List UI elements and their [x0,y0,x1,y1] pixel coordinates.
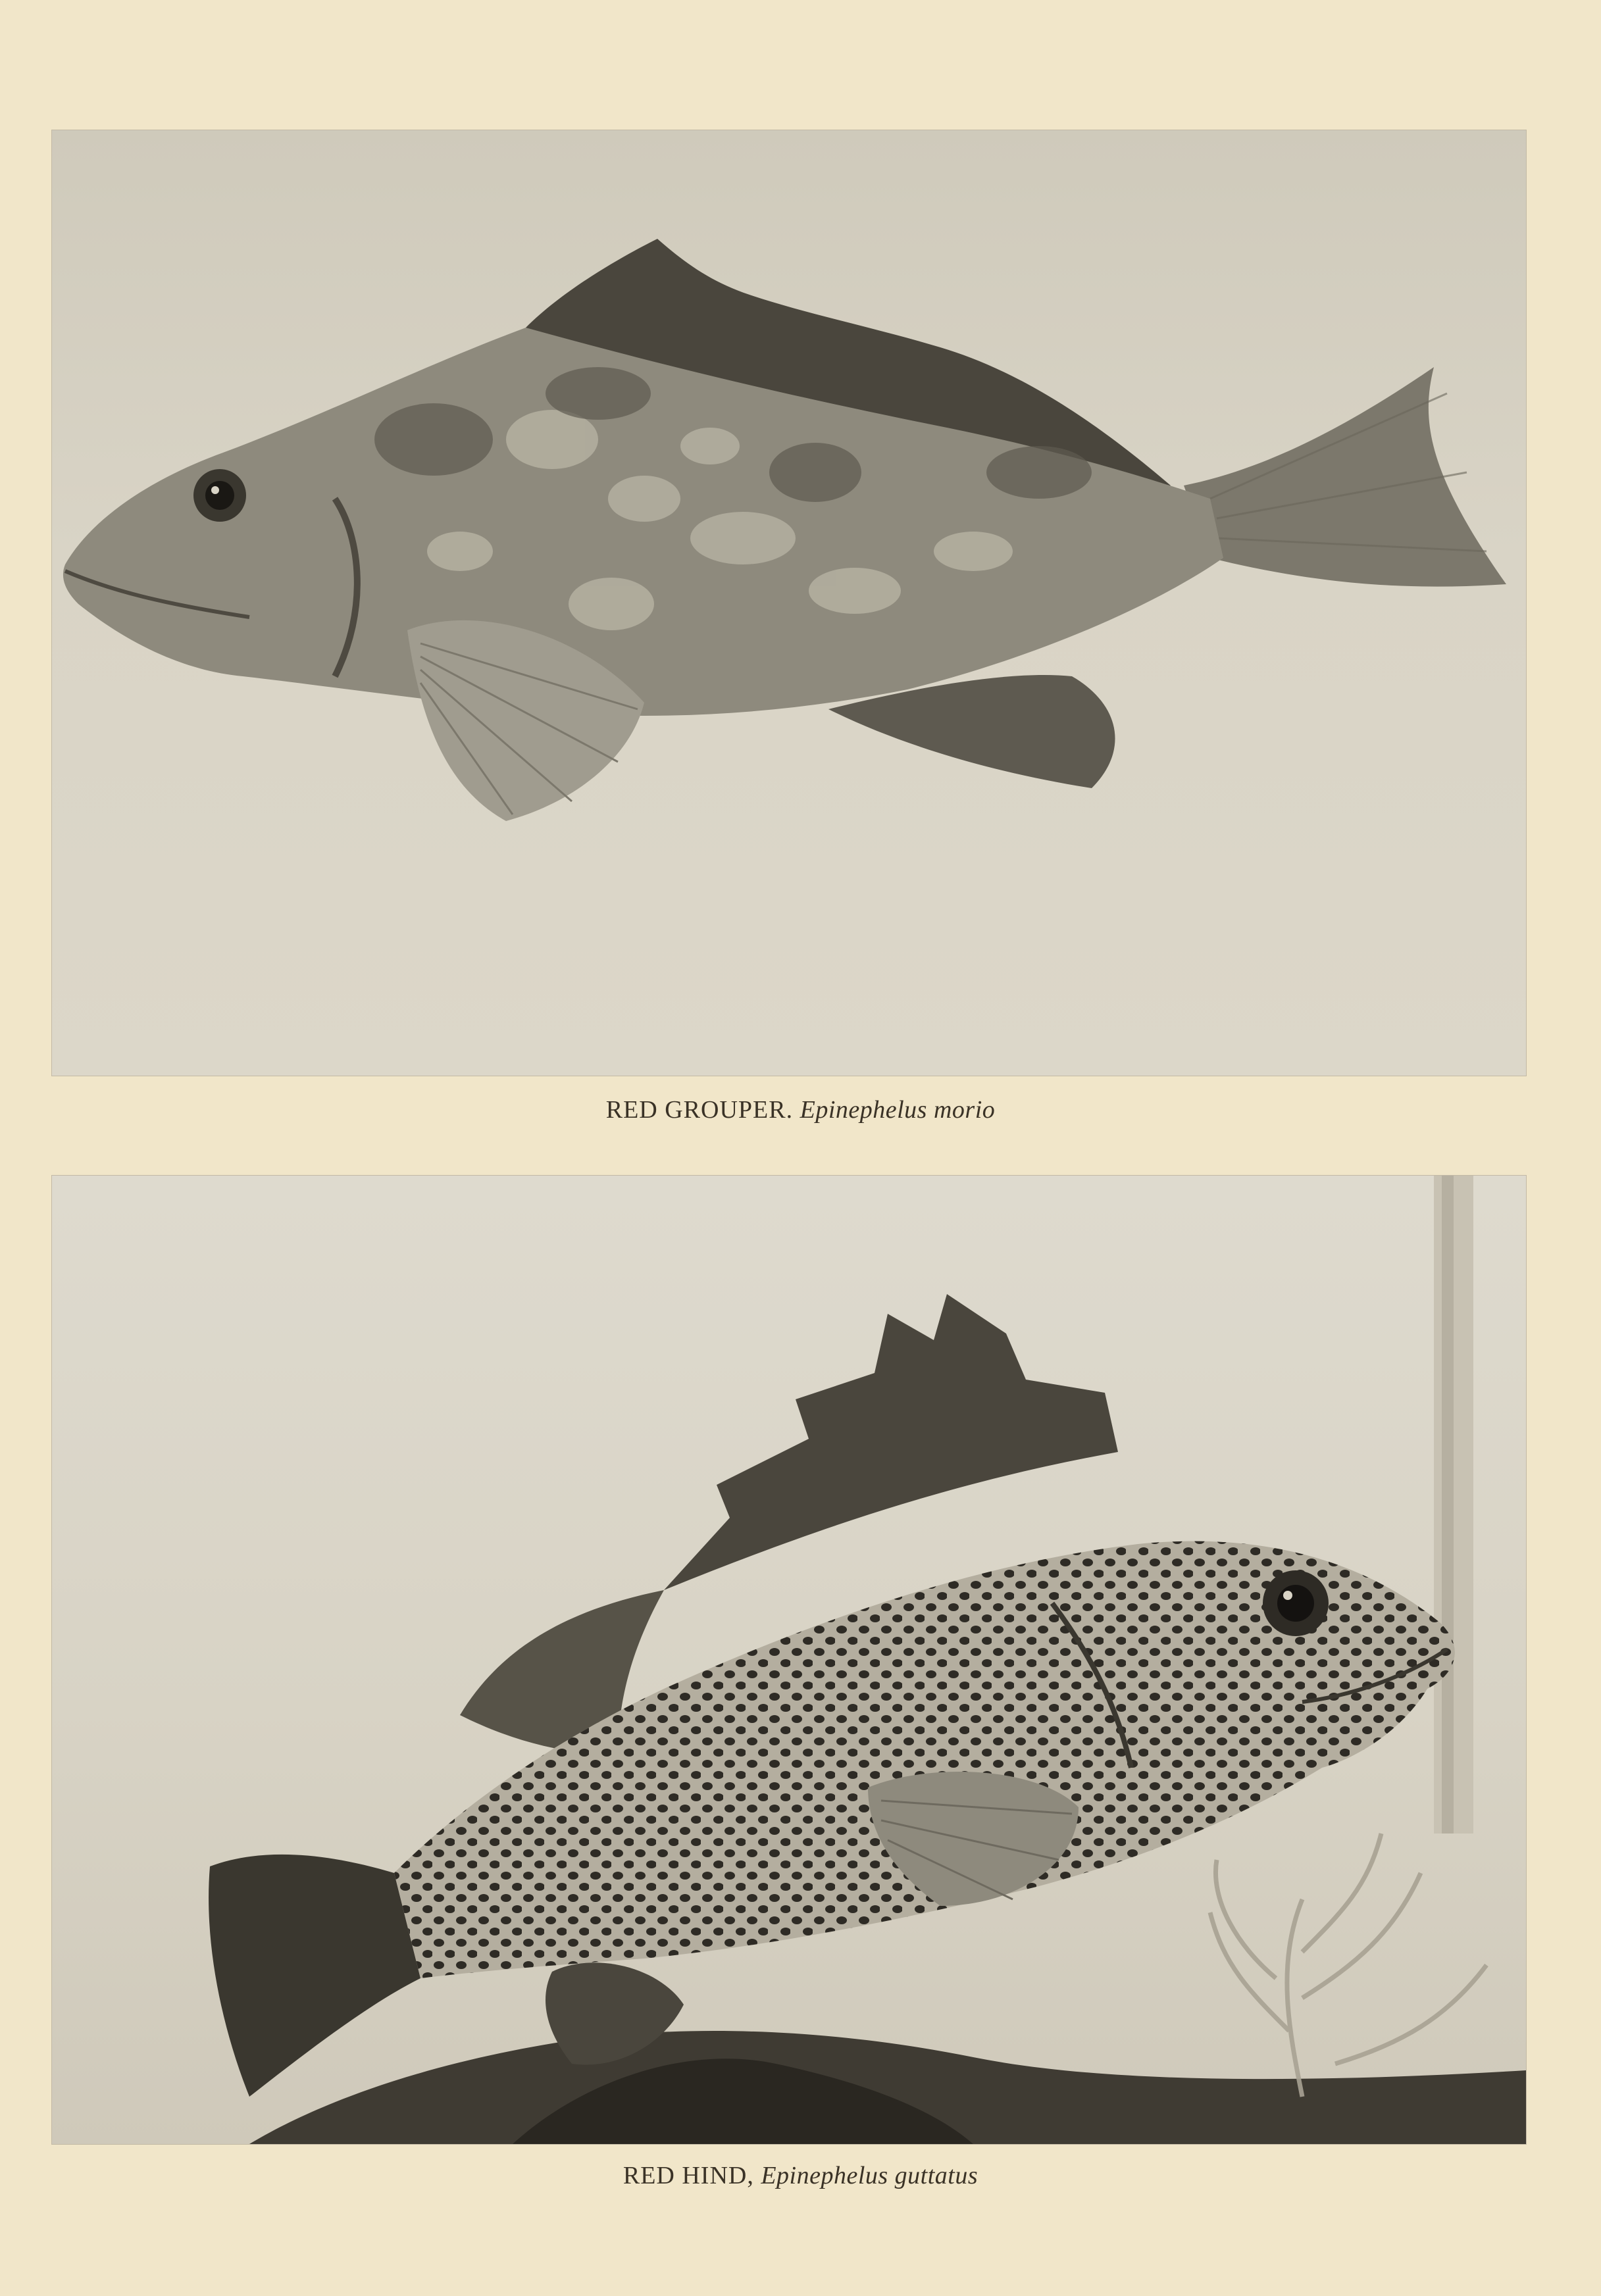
red-grouper-scientific-name: Epinephelus morio [800,1096,996,1124]
red-hind-illustration [52,1176,1526,2144]
red-hind-scientific-name: Epinephelus guttatus [761,2162,978,2189]
red-grouper-common-name: RED GROUPER. [605,1096,794,1124]
red-grouper-illustration [52,130,1526,1076]
red-grouper-photo [51,130,1527,1076]
red-hind-common-name: RED HIND, [623,2162,754,2189]
red-hind-photo [51,1175,1527,2145]
red-grouper-caption [0,1095,1601,1124]
red-hind-caption [0,2161,1601,2190]
